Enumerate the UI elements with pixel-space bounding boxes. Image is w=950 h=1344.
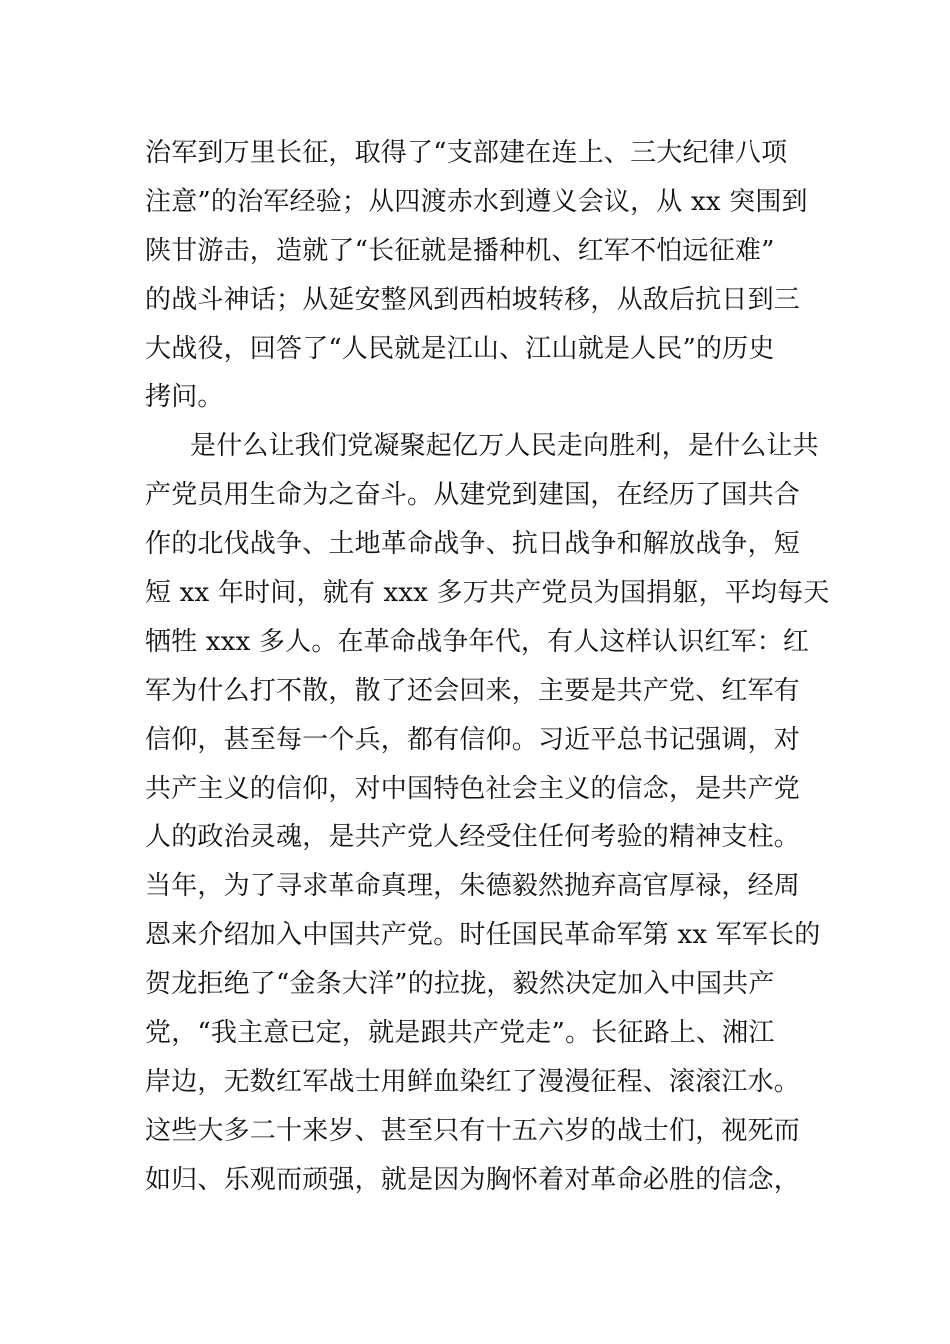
text-line: 如归、乐观而顽强，就是因为胸怀着对革命必胜的信念，	[145, 1164, 801, 1195]
text-line: 这些大多二十来岁、甚至只有十五六岁的战士们，视死而	[145, 1115, 801, 1146]
text-line: 当年，为了寻求革命真理，朱德毅然抛弃高官厚禄，经周	[145, 871, 801, 902]
text-line: 共产主义的信仰，对中国特色社会主义的信念，是共产党	[145, 773, 801, 804]
text-line: 注意”的治军经验；从四渡赤水到遵义会议，从 xx 突围到	[145, 186, 808, 217]
text-line: 大战役，回答了“人民就是江山、江山就是人民”的历史	[145, 333, 775, 364]
text-line: 贺龙拒绝了“金条大洋”的拉拢，毅然决定加入中国共产	[145, 969, 775, 1000]
text-line: 作的北伐战争、土地革命战争、抗日战争和解放战争，短	[145, 529, 801, 560]
text-line: 信仰，甚至每一个兵，都有信仰。习近平总书记强调，对	[145, 724, 801, 755]
text-line: 人的政治灵魂，是共产党人经受住任何考验的精神支柱。	[145, 822, 801, 853]
paragraph-first-line: 是什么让我们党凝聚起亿万人民走向胜利，是什么让共	[190, 431, 819, 462]
text-line: 治军到万里长征，取得了“支部建在连上、三大纪律八项	[145, 138, 788, 168]
text-line: 牺牲 xxx 多人。在革命战争年代，有人这样认识红军：红	[145, 626, 810, 657]
text-line: 短 xx 年时间，就有 xxx 多万共产党员为国捐躯，平均每天	[145, 578, 830, 609]
text-line: 陕甘游击，造就了“长征就是播种机、红军不怕远征难”	[145, 235, 775, 266]
text-line: 党，“我主意已定，就是跟共产党走”。长征路上、湘江	[145, 1018, 775, 1049]
text-line: 岸边，无数红军战士用鲜血染红了漫漫征程、滚滚江水。	[145, 1066, 801, 1097]
text-line: 军为什么打不散，散了还会回来，主要是共产党、红军有	[145, 675, 801, 706]
body-text	[145, 129, 830, 1205]
text-line: 产党员用生命为之奋斗。从建党到建国，在经历了国共合	[145, 480, 801, 511]
text-line: 拷问。	[145, 382, 224, 413]
text-line: 的战斗神话；从延安整风到西柏坡转移，从敌后抗日到三	[145, 284, 801, 315]
text-line: 恩来介绍加入中国共产党。时任国民革命军第 xx 军军长的	[145, 920, 821, 951]
